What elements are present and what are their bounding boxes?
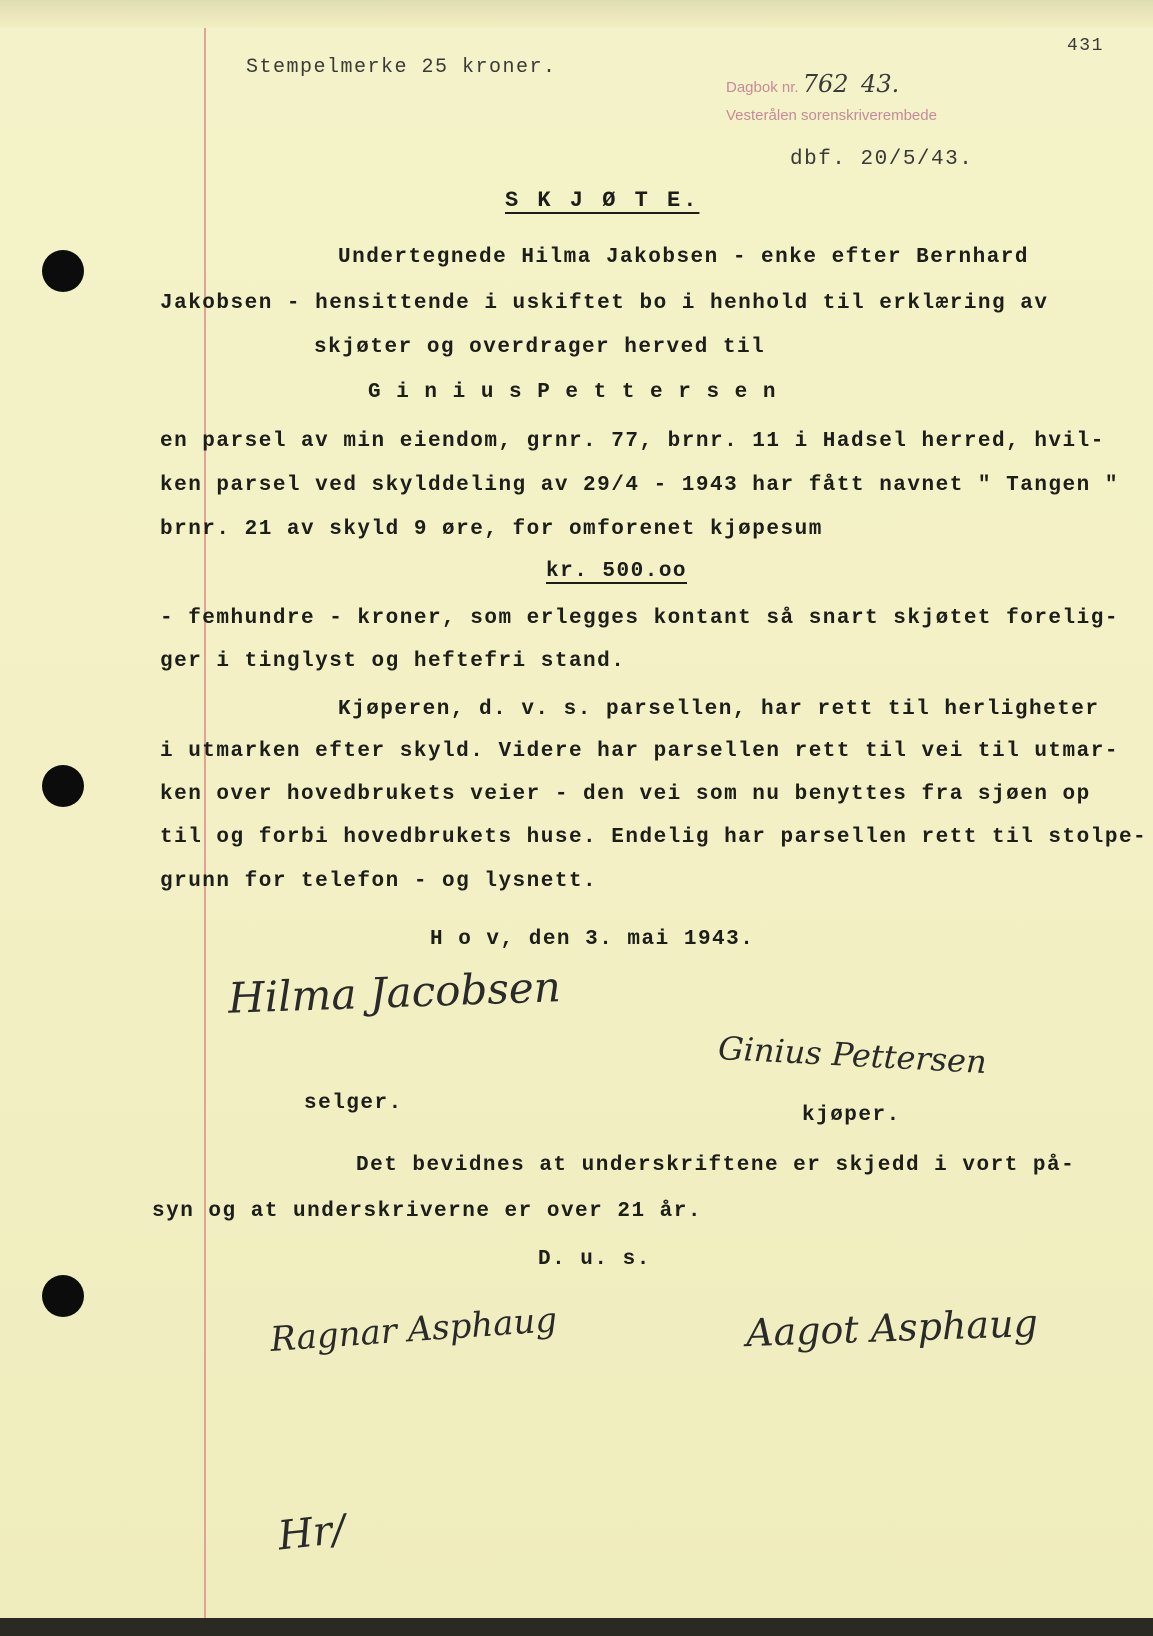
buyer-signature: Ginius Pettersen [717, 1028, 988, 1082]
body-line: Undertegnede Hilma Jakobsen - enke efter Bernhard [338, 246, 1030, 269]
seller-label: selger. [304, 1092, 403, 1115]
registry-stamp [726, 70, 899, 98]
body-line: grunn for telefon - og lysnett. [160, 870, 598, 893]
dbf-date: dbf. 20/5/43. [790, 148, 974, 171]
attestation-line: Det bevidnes at underskriftene er skjedd i vort på- [356, 1154, 1076, 1177]
body-line: til og forbi hovedbrukets huse. Endelig har parsellen rett til stolpe- [160, 826, 1148, 849]
buyer-name-spaced: G i n i u s P e t t e r s e n [368, 381, 777, 404]
body-line: ger i tinglyst og heftefri stand. [160, 650, 626, 673]
body-line: ken over hovedbrukets veier - den vei som nu benyttes fra sjøen op [160, 783, 1091, 806]
body-line: i utmarken efter skyld. Videre har parsellen rett til vei til utmar- [160, 740, 1119, 763]
buyer-label: kjøper. [802, 1104, 901, 1127]
body-line: skjøter og overdrager herved til [314, 336, 766, 359]
witness-signature-2: Aagot Asphaug [745, 1300, 1039, 1356]
body-line: brnr. 21 av skyld 9 øre, for omforenet kjøpesum [160, 518, 823, 541]
punch-hole-icon [42, 250, 84, 292]
document-title: S K J Ø T E. [505, 188, 700, 213]
registry-office: Vesterålen sorenskriverembede [726, 107, 937, 124]
witness-signature-1: Ragnar Asphaug [268, 1300, 559, 1360]
registry-year: 43. [861, 70, 900, 98]
body-line: - femhundre - kroner, som erlegges kontant så snart skjøtet forelig- [160, 607, 1119, 630]
place-date: H o v, den 3. mai 1943. [430, 928, 755, 951]
top-edge [0, 0, 1153, 28]
page-number: 431 [1067, 36, 1104, 56]
dus: D. u. s. [538, 1248, 651, 1271]
punch-hole-icon [42, 765, 84, 807]
body-line: ken parsel ved skylddeling av 29/4 - 1943 har fått navnet " Tangen " [160, 474, 1119, 497]
body-line: Kjøperen, d. v. s. parsellen, har rett til herligheter [338, 698, 1100, 721]
bottom-edge [0, 1618, 1153, 1636]
punch-hole-icon [42, 1275, 84, 1317]
attestation-line: syn og at underskriverne er over 21 år. [152, 1200, 702, 1223]
registry-number: 762 [802, 70, 849, 98]
body-line: en parsel av min eiendom, grnr. 77, brnr. 11 i Hadsel herred, hvil- [160, 430, 1105, 453]
initials: Hr/ [275, 1506, 348, 1560]
seller-signature: Hilma Jacobsen [227, 962, 562, 1023]
body-line: Jakobsen - hensittende i uskiftet bo i henhold til erklæring av [160, 292, 1049, 315]
registry-stamp-prefix: Dagbok nr. [726, 79, 799, 96]
purchase-amount: kr. 500.oo [546, 560, 688, 583]
stamp-header: Stempelmerke 25 kroner. [246, 56, 557, 79]
